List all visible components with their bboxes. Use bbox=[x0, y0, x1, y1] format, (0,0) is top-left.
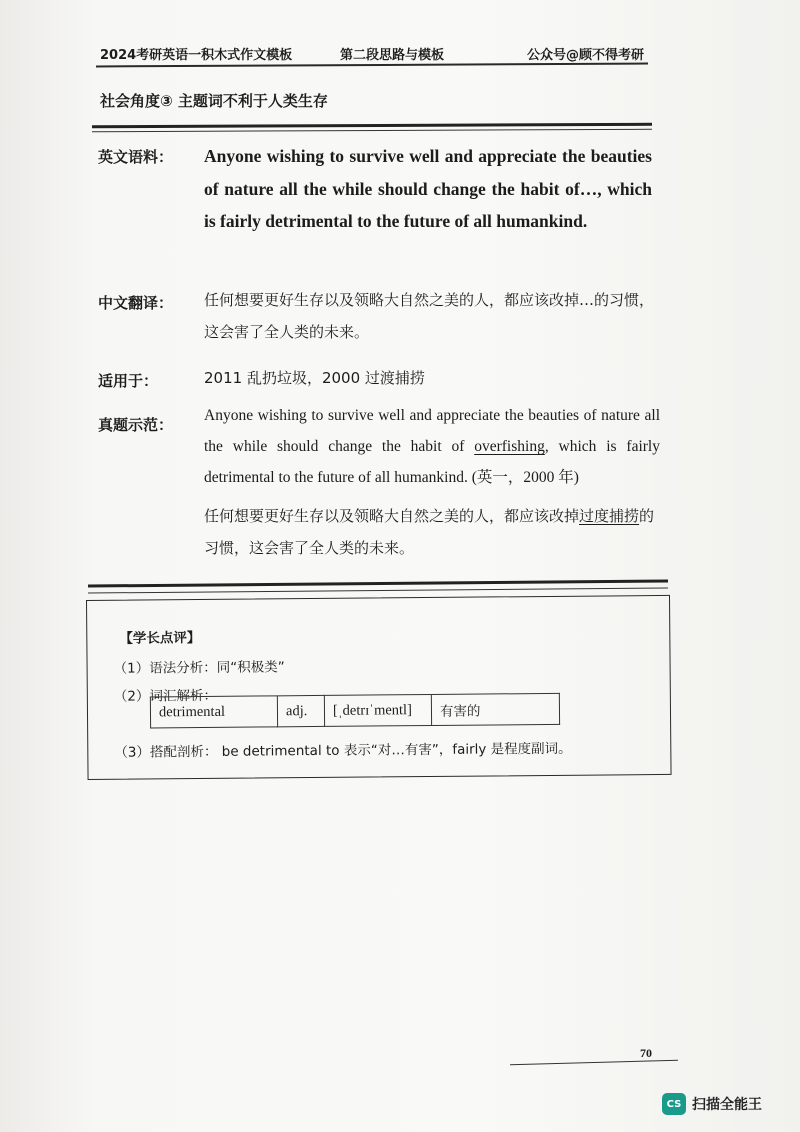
comment-title: 【学长点评】 bbox=[119, 630, 201, 647]
section-divider-top bbox=[92, 123, 652, 128]
example-chinese-keyword: 过度捕捞 bbox=[579, 507, 640, 525]
english-corpus-label: 英文语料： bbox=[98, 148, 174, 166]
header-left-title: 2024考研英语一积木式作文模板 bbox=[100, 48, 293, 63]
footer-divider bbox=[510, 1060, 678, 1065]
section-divider-bottom bbox=[88, 579, 668, 587]
example-label: 真题示范： bbox=[98, 416, 174, 434]
example-english-part1: Anyone wishing to survive well and appreciate the beauties of nature all the while should change the habit of bbox=[204, 407, 660, 455]
page-header bbox=[96, 38, 646, 64]
applicable-label: 适用于： bbox=[98, 372, 159, 390]
senior-comment-box bbox=[86, 595, 672, 780]
vocab-meaning: 有害的 bbox=[431, 693, 559, 725]
header-chapter: 第二段思路与模板 bbox=[340, 48, 445, 63]
english-corpus-text: Anyone wishing to survive well and appreciate the beauties of nature all the while should change the habit of…, which is fairly detrimental to the future of all humankind. bbox=[204, 146, 652, 231]
vocab-phonetic: [ˌdetrɪˈmentl] bbox=[324, 694, 431, 726]
applicable-text: 2011 乱扔垃圾，2000 过渡捕捞 bbox=[204, 369, 425, 387]
example-chinese-part1: 任何想要更好生存以及领略大自然之美的人，都应该改掉 bbox=[204, 507, 580, 525]
vocab-table bbox=[150, 693, 560, 729]
example-english-keyword: overfishing bbox=[474, 438, 545, 455]
section-divider-top-thin bbox=[92, 129, 652, 132]
scanner-watermark bbox=[662, 1092, 762, 1116]
chinese-translation-label: 中文翻译： bbox=[98, 294, 174, 312]
comment-collocation-analysis: （3）搭配剖析： be detrimental to 表示“对…有害”，fairly 是程度副词。 bbox=[114, 740, 572, 761]
example-chinese-part2: 的习惯，这会害了全人类的未来。 bbox=[204, 507, 655, 557]
watermark-text: 扫描全能王 bbox=[692, 1097, 762, 1113]
vocab-part-of-speech: adj. bbox=[277, 695, 324, 726]
header-account: 公众号@顾不得考研 bbox=[526, 48, 644, 63]
example-english-text bbox=[204, 400, 660, 493]
vocab-word: detrimental bbox=[150, 696, 277, 728]
table-row bbox=[150, 693, 559, 728]
section-title: 社会角度③ 主题词不利于人类生存 bbox=[100, 92, 328, 110]
example-english-part2: , which is fairly detrimental to the future of all humankind. (英一，2000 年) bbox=[204, 438, 660, 486]
chinese-translation-text: 任何想要更好生存以及领略大自然之美的人，都应该改掉…的习惯，这会害了全人类的未来。 bbox=[204, 291, 655, 341]
comment-vocab-heading: （2）词汇解析： bbox=[113, 687, 218, 705]
comment-grammar-analysis: （1）语法分析：同“积极类” bbox=[113, 659, 285, 677]
section-divider-bottom-thin bbox=[88, 587, 668, 593]
example-chinese-text bbox=[204, 500, 656, 564]
camscanner-logo-icon: CS bbox=[662, 1093, 686, 1115]
page-number: 70 bbox=[640, 1046, 652, 1060]
